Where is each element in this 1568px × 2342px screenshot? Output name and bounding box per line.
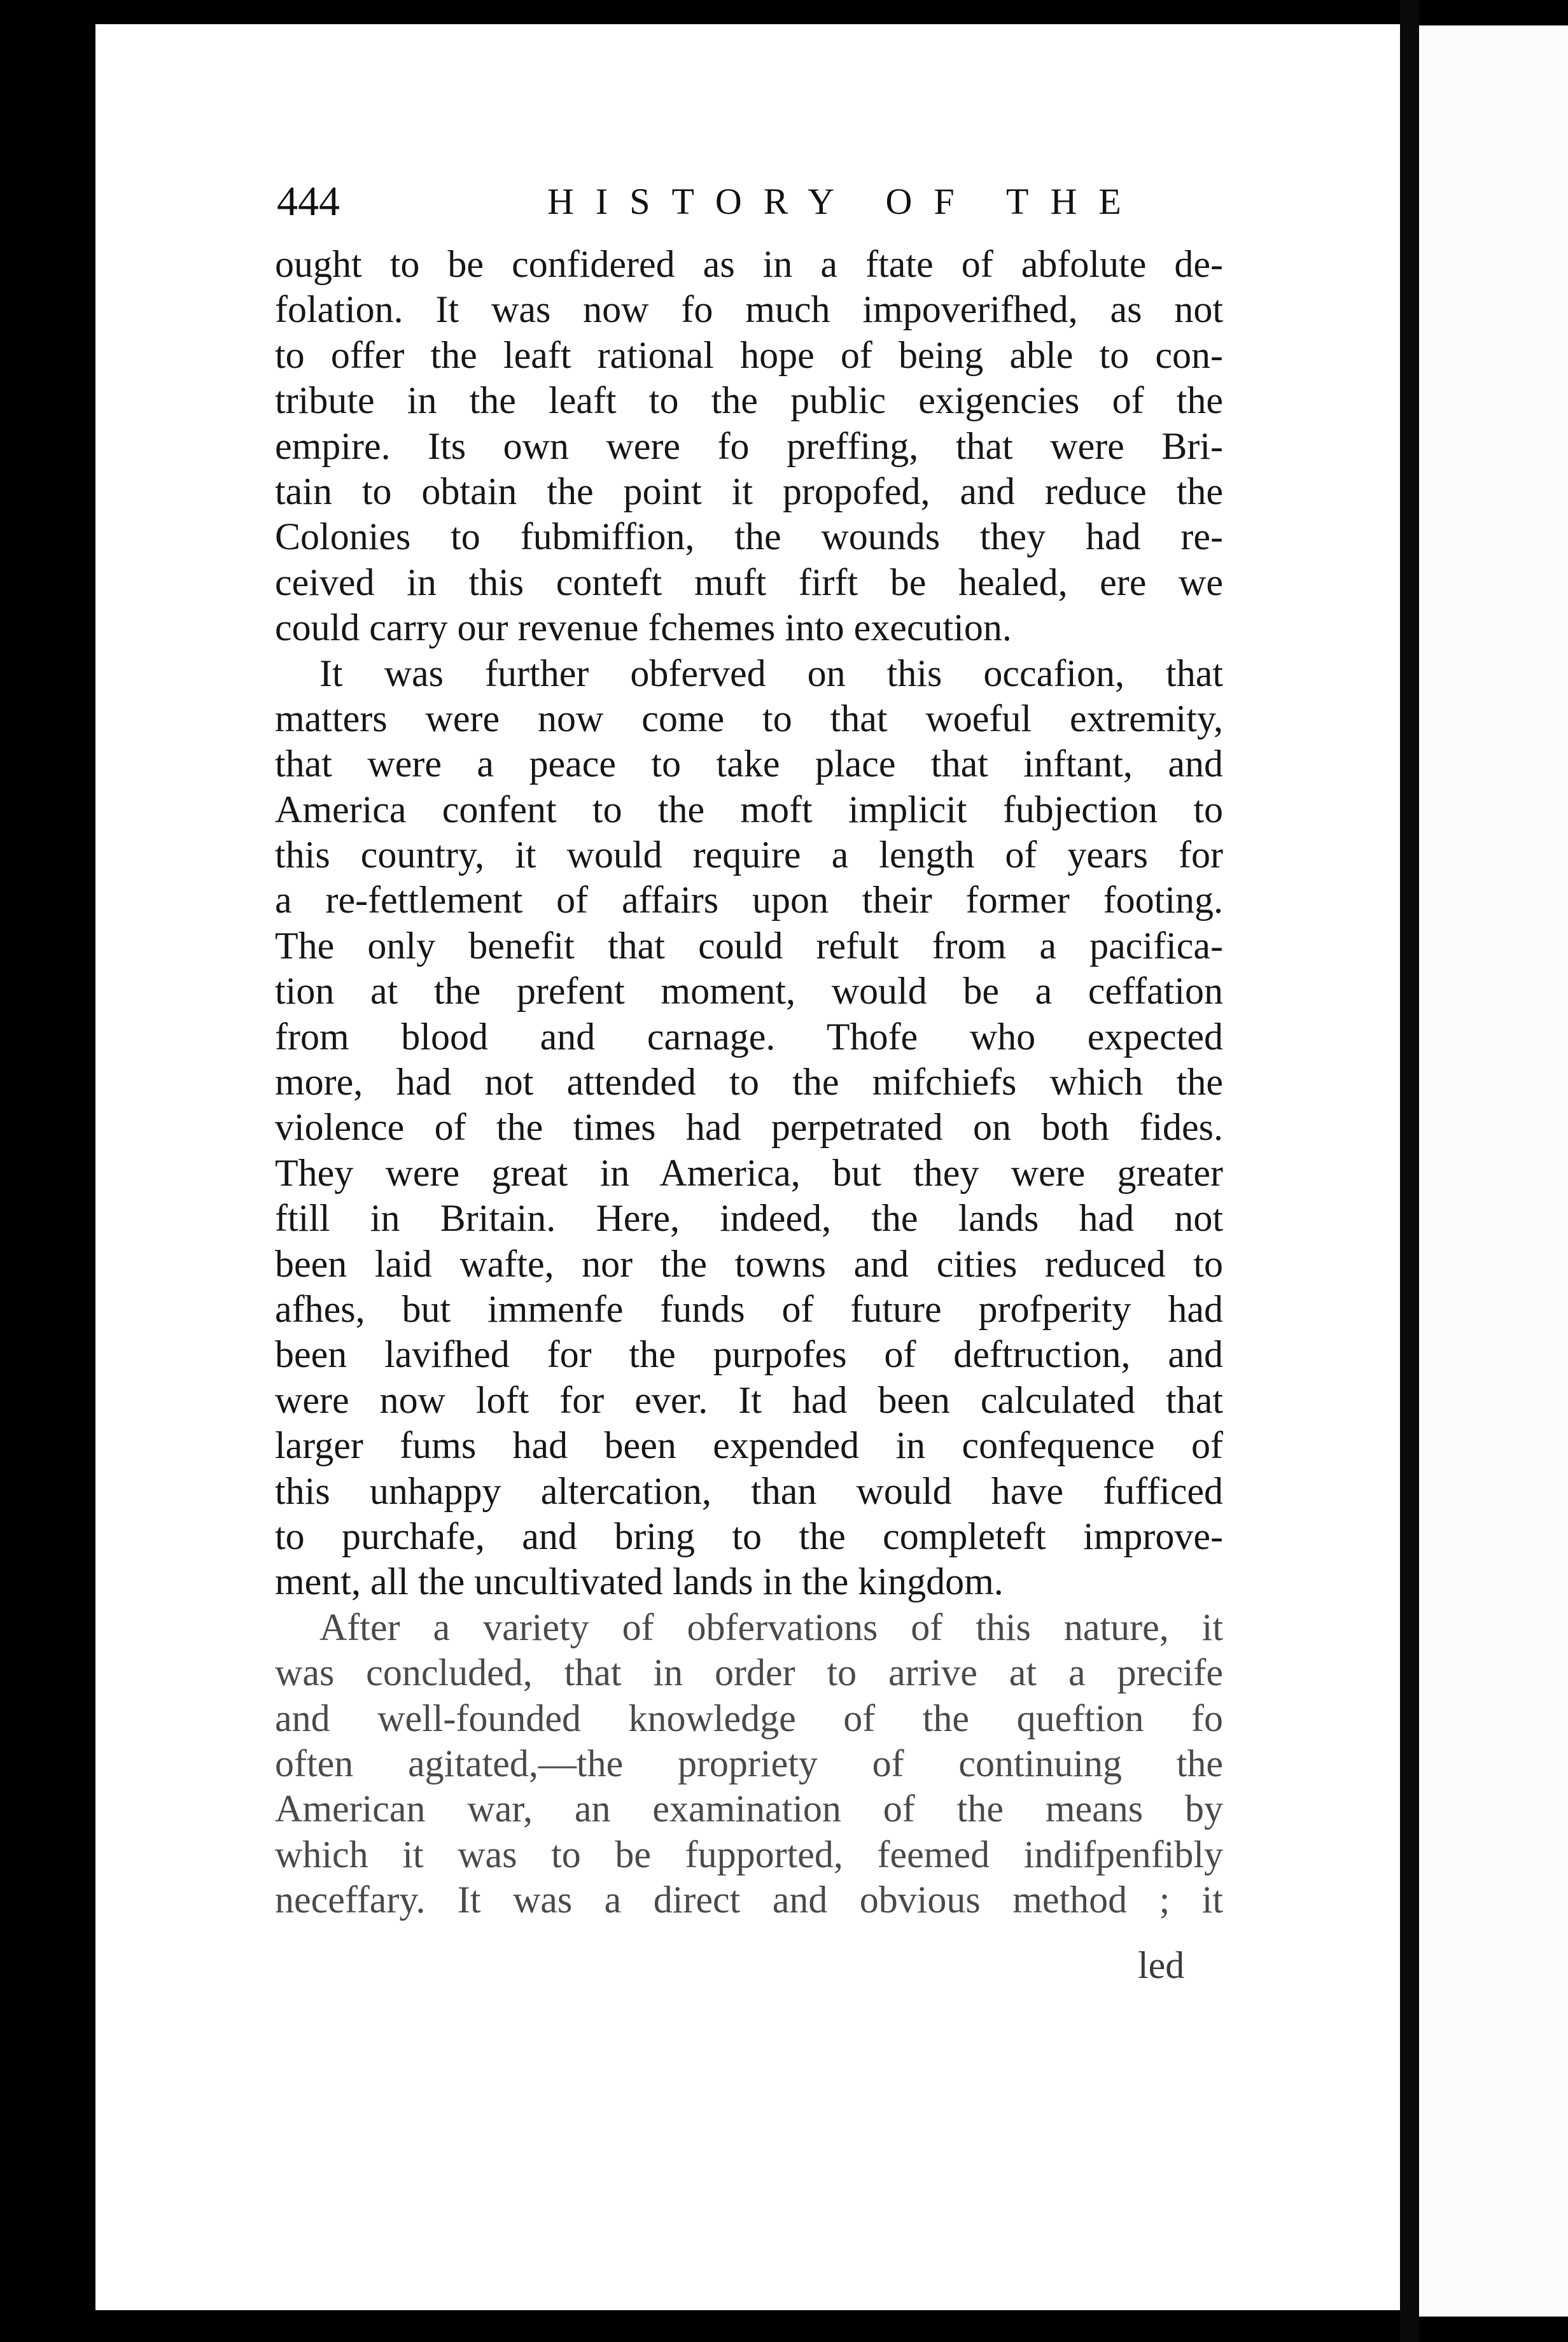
- text-line: ceived in this conteft muft firft be healed, ere we: [275, 561, 1223, 603]
- text-line: to offer the leaft rational hope of being able to con-: [275, 333, 1223, 376]
- text-line: Colonies to fubmiffion, the wounds they had re-: [275, 515, 1223, 558]
- text-line: to purchafe, and bring to the completeft improve-: [275, 1515, 1223, 1557]
- text-line: tribute in the leaft to the public exigencies of the: [275, 379, 1223, 422]
- text-line: matters were now come to that woeful extremity,: [275, 697, 1223, 740]
- text-line: was concluded, that in order to arrive at a precife: [275, 1651, 1223, 1694]
- page-header: [181, 173, 1238, 230]
- text-line: tion at the prefent moment, would be a ceffation: [275, 970, 1223, 1013]
- text-line: and well-founded knowledge of the queftion fo: [275, 1697, 1223, 1739]
- text-line: more, had not attended to the mifchiefs which the: [275, 1061, 1223, 1104]
- text-line: tain to obtain the point it propofed, and reduce the: [275, 470, 1223, 512]
- facing-page-edge: [1419, 25, 1568, 2317]
- body-text: [275, 242, 1223, 1923]
- catchword: led: [1138, 1944, 1185, 1986]
- text-line: They were great in America, but they were greater: [275, 1151, 1223, 1194]
- text-line: ought to be confidered as in a ftate of abfolute de-: [275, 243, 1223, 285]
- text-line: often agitated,—the propriety of continuing the: [275, 1742, 1223, 1785]
- text-line: America confent to the moft implicit fubjection to: [275, 788, 1223, 831]
- text-line: which it was to be fupported, feemed indifpenfibly: [275, 1833, 1223, 1876]
- text-line: violence of the times had perpetrated on both fides.: [275, 1106, 1223, 1149]
- text-line: neceffary. It was a direct and obvious method ; it: [275, 1879, 1223, 1921]
- page-gutter: [1400, 0, 1419, 2342]
- text-line: afhes, but immenfe funds of future profperity had: [275, 1287, 1223, 1330]
- text-line: ment, all the uncultivated lands in the kingdom.: [275, 1560, 1004, 1603]
- running-head: HISTORY OF THE: [547, 181, 1143, 222]
- text-line: this unhappy altercation, than would have fufficed: [275, 1469, 1223, 1512]
- text-line: a re-fettlement of affairs upon their former footing.: [275, 879, 1223, 922]
- text-line: empire. Its own were fo preffing, that were Bri-: [275, 424, 1223, 467]
- text-line: American war, an examination of the means by: [275, 1788, 1223, 1830]
- text-line: that were a peace to take place that inftant, and: [275, 743, 1223, 785]
- text-line: this country, it would require a length of years for: [275, 834, 1223, 876]
- text-line: from blood and carnage. Thofe who expected: [275, 1015, 1223, 1058]
- text-line: The only benefit that could refult from a pacifica-: [275, 924, 1223, 967]
- text-line: were now loft for ever. It had been calculated that: [275, 1378, 1223, 1421]
- text-line: folation. It was now fo much impoverifhed, as not: [275, 288, 1223, 331]
- text-line: been lavifhed for the purpofes of deftruction, and: [275, 1333, 1223, 1376]
- text-line: been laid wafte, nor the towns and cities reduced to: [275, 1242, 1223, 1285]
- paragraph-start-line: It was further obferved on this occafion, that: [319, 652, 1223, 694]
- text-line: larger fums had been expended in confequence of: [275, 1424, 1223, 1467]
- page-number: 444: [277, 178, 340, 225]
- paragraph-start-line: After a variety of obfervations of this nature, it: [319, 1606, 1223, 1648]
- text-line: ftill in Britain. Here, indeed, the lands had not: [275, 1197, 1223, 1240]
- text-line: could carry our revenue fchemes into execution.: [275, 607, 1012, 649]
